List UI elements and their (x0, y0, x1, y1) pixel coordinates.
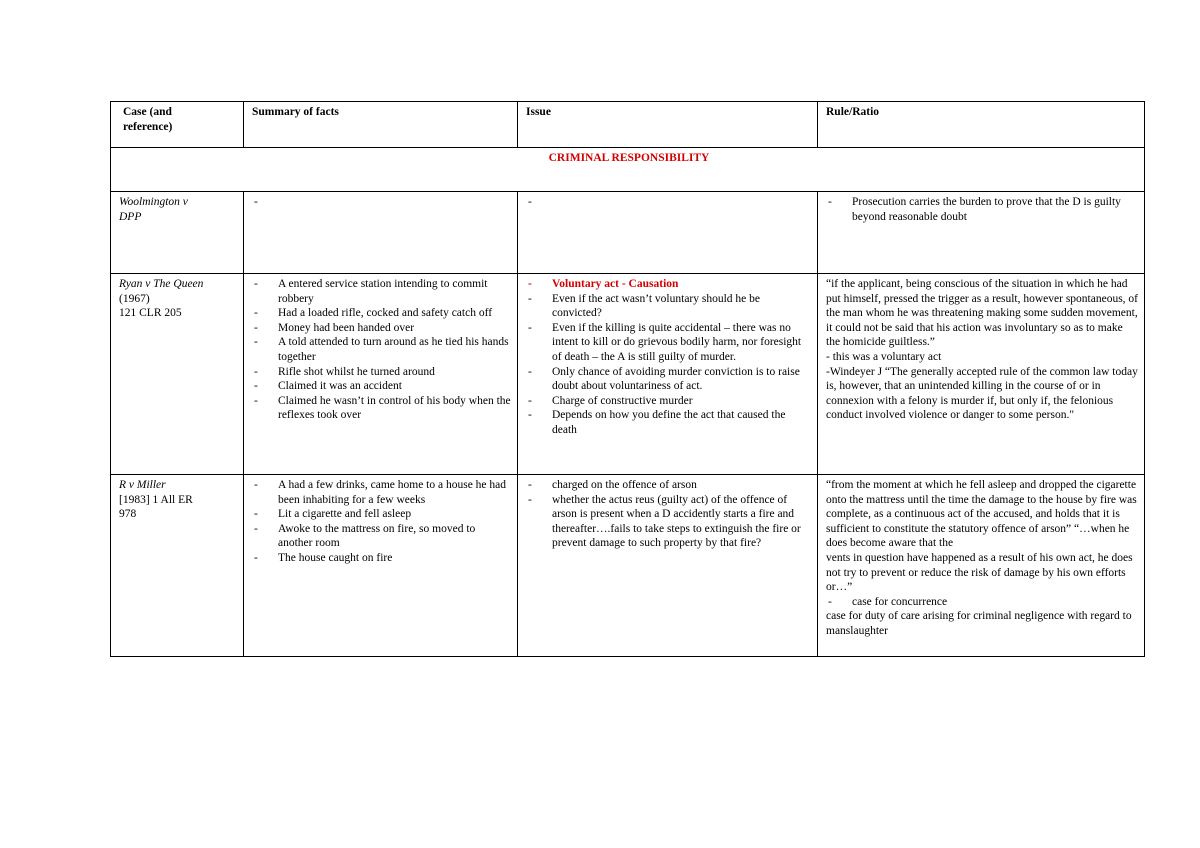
table-row (111, 475, 1145, 657)
facts-cell (244, 475, 518, 657)
rule-text: vents in question have happened as a result of his own act, he does not try to prevent or reduce the risk of damage by his own efforts or…” (826, 551, 1133, 594)
list-item: - case for concurrence (826, 595, 1139, 610)
rule-text: -Windeyer J “The generally accepted rule of the common law today is, however, that an unintended killing in the course of or in connexion with a felony is murder if, but only if, the felonious conduct involved violence or danger to some person." (826, 365, 1138, 422)
list-item: - Depends on how you define the act that caused the death (526, 408, 812, 437)
case-name: R v Miller (119, 479, 166, 491)
facts-cell (244, 274, 518, 475)
case-cell (111, 192, 244, 274)
list-item: - Claimed he wasn’t in control of his body when the reflexes took over (252, 394, 512, 423)
list-item: - Charge of constructive murder (526, 394, 812, 409)
header-case-line1: Case (and (123, 106, 172, 118)
list-item: - The house caught on fire (252, 551, 512, 566)
list-item: - whether the actus reus (guilty act) of the offence of arson is present when a D accidently starts a fire and thereafter….fails to take steps to extinguish the fire or prevent damage to such property by that fire? (526, 493, 812, 551)
list-item: - Rifle shot whilst he turned around (252, 365, 512, 380)
case-reference: 121 CLR 205 (119, 307, 182, 320)
rule-text: - this was a voluntary act (826, 350, 942, 363)
rule-text: “from the moment at which he fell asleep and dropped the cigarette onto the mattress until the time the damage to the house by fire was complete, as a continuous act of the accused, and holds that it is sufficient to constitute the statutory offence of arson” “…when he does become aware that the (826, 479, 1137, 550)
case-name: Ryan v The Queen (119, 278, 204, 290)
case-cell (111, 475, 244, 657)
list-item: - Prosecution carries the burden to prove that the D is guilty beyond reasonable doubt (826, 195, 1139, 224)
header-rule: Rule/Ratio (818, 102, 1145, 148)
list-item: - charged on the offence of arson (526, 478, 812, 493)
case-name: Woolmington v (119, 196, 188, 208)
issue-heading: - Voluntary act - Causation (526, 277, 812, 292)
table-row (111, 192, 1145, 274)
list-item: - Had a loaded rifle, cocked and safety catch off (252, 306, 512, 321)
section-title: CRIMINAL RESPONSIBILITY (111, 148, 1145, 192)
section-title-row (111, 148, 1145, 192)
header-case (111, 102, 244, 148)
header-facts: Summary of facts (244, 102, 518, 148)
rule-cell (818, 192, 1145, 274)
rule-text: “if the applicant, being conscious of the situation in which he had put himself, pressed the trigger as a result, however spontaneous, of the man whom he was threatening making some sudden movement, it could not be said that his action was involuntary so as to make the homicide guiltless.” (826, 278, 1139, 349)
list-item: - Even if the killing is quite accidental – there was no intent to kill or do grievous bodily harm, nor foresight of death – the A is still guilty of murder. (526, 321, 812, 365)
list-item: - Money had been handed over (252, 321, 512, 336)
list-item: - A told attended to turn around as he tied his hands together (252, 335, 512, 364)
case-name: DPP (119, 210, 142, 223)
list-item: - Claimed it was an accident (252, 379, 512, 394)
list-item: - Lit a cigarette and fell asleep (252, 507, 512, 522)
rule-cell (818, 274, 1145, 475)
facts-cell (244, 192, 518, 274)
header-row (111, 102, 1145, 148)
list-item: - Even if the act wasn’t voluntary should he be convicted? (526, 292, 812, 321)
issue-cell (518, 475, 818, 657)
rule-cell (818, 475, 1145, 657)
case-table (110, 101, 1145, 657)
list-item: - Only chance of avoiding murder conviction is to raise doubt about voluntariness of act. (526, 365, 812, 394)
list-item: - A entered service station intending to commit robbery (252, 277, 512, 306)
issue-cell (518, 274, 818, 475)
issue-cell (518, 192, 818, 274)
table-row (111, 274, 1145, 475)
header-issue: Issue (518, 102, 818, 148)
list-item: - Awoke to the mattress on fire, so moved to another room (252, 522, 512, 551)
case-cell (111, 274, 244, 475)
header-case-line2: reference) (123, 120, 173, 133)
case-reference: (1967) (119, 292, 150, 305)
case-reference: [1983] 1 All ER (119, 493, 193, 506)
list-item: - A had a few drinks, came home to a house he had been inhabiting for a few weeks (252, 478, 512, 507)
case-reference: 978 (119, 508, 137, 521)
rule-text: case for duty of care arising for criminal negligence with regard to manslaughter (826, 610, 1132, 637)
